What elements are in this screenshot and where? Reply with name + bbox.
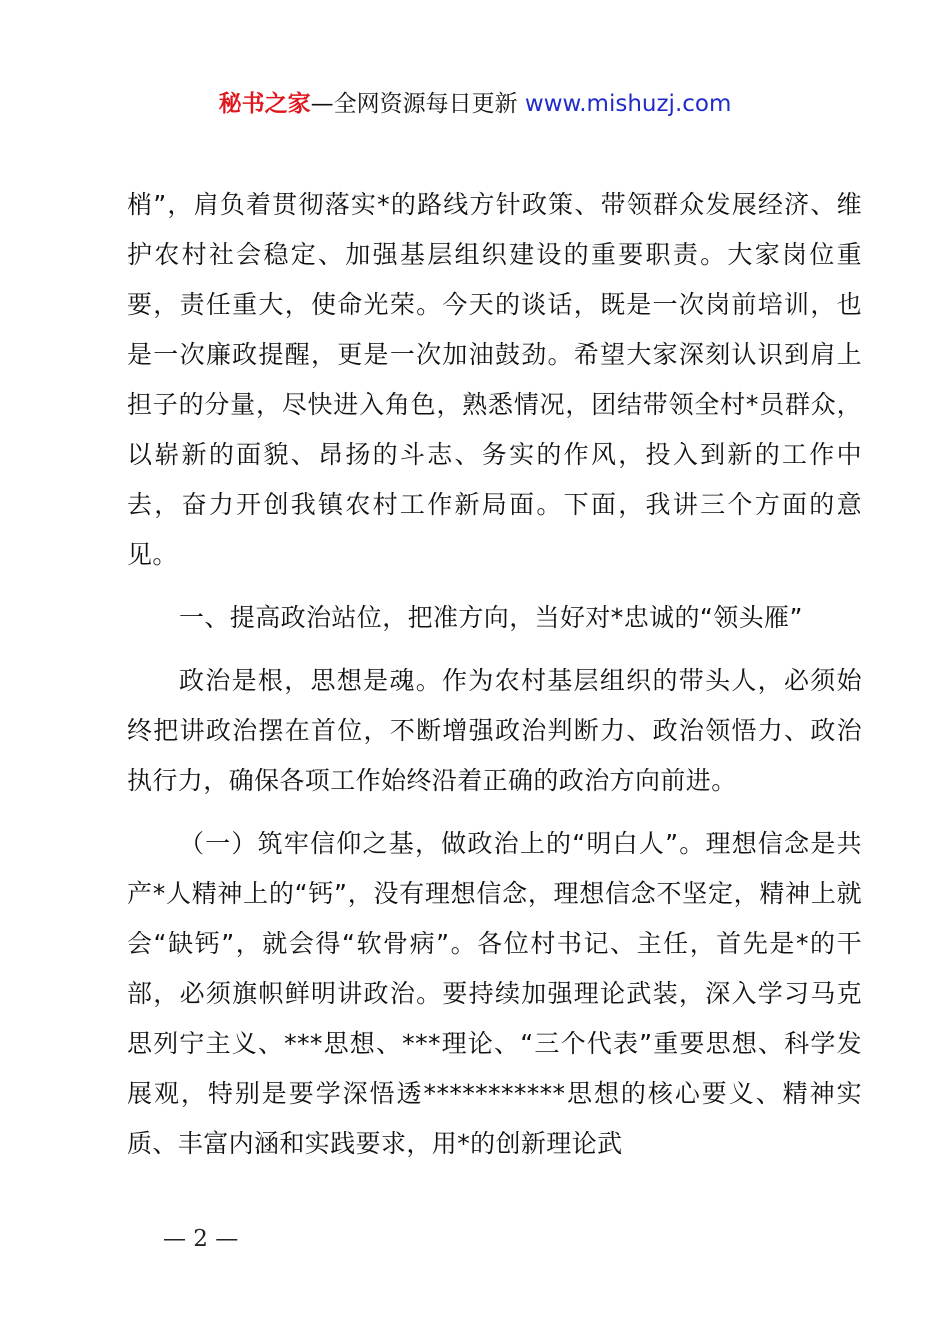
section-heading-1: 一、提高政治站位，把准方向，当好对*忠诚的“领头雁” [179, 603, 803, 632]
site-url-link[interactable]: www.mishuzj.com [524, 91, 732, 117]
brand-name: 秘书之家 [218, 91, 311, 117]
paragraph-subsection-1: （一）筑牢信仰之基，做政治上的“明白人”。理想信念是共产*人精神上的“钙”，没有理想信念，理想信念不坚定，精神上就会“缺钙”，就会得“软骨病”。各位村书记、主任，首先是*的干部，必须旗帜鲜明讲政治。要持续加强理论武装，深入学习马克思列宁主义、***思想、***理论、“三个代表”重要思想、科学发展观，特别是要学深悟透***********思想的核心要义、精神实质、丰富内涵和实践要求，用*的创新理论武 [127, 829, 862, 1158]
paragraph-politics: 政治是根，思想是魂。作为农村基层组织的带头人，必须始终把讲政治摆在首位，不断增强政治判断力、政治领悟力、政治执行力，确保各项工作始终沿着正确的政治方向前进。 [127, 666, 862, 795]
paragraph-intro: 梢”，肩负着贯彻落实*的路线方针政策、带领群众发展经济、维护农村社会稳定、加强基层组织建设的重要职责。大家岗位重要，责任重大，使命光荣。今天的谈话，既是一次岗前培训，也是一次廉政提醒，更是一次加油鼓劲。希望大家深刻认识到肩上担子的分量，尽快进入角色，熟悉情况，团结带领全村*员群众，以崭新的面貌、昂扬的斗志、务实的作风，投入到新的工作中去，奋力开创我镇农村工作新局面。下面，我讲三个方面的意见。 [127, 190, 862, 569]
header-slogan: —全网资源每日更新 [310, 91, 525, 117]
document-body [127, 180, 862, 1169]
site-header [0, 86, 950, 122]
page-number: — 2 — [163, 1226, 239, 1252]
